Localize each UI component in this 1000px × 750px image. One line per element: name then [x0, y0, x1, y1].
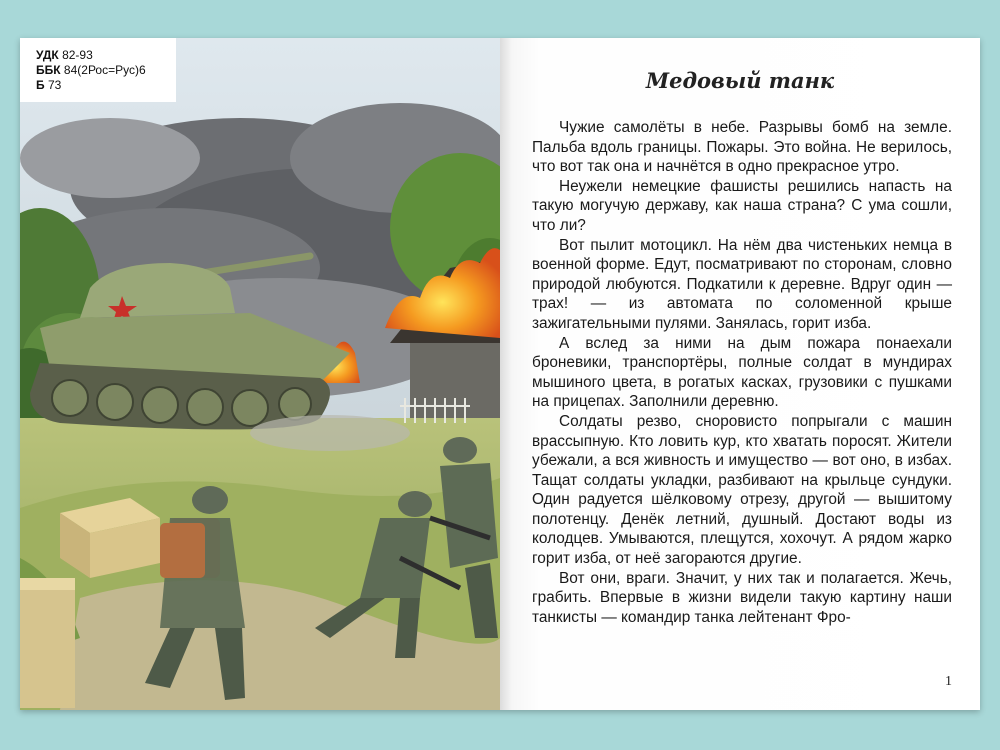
- story-body: [532, 118, 952, 627]
- page-number: 1: [945, 674, 952, 689]
- paragraph: Чужие самолёты в небе. Разрывы бомб на земле. Пальба вдоль границы. Пожары. Это война. Не верилось, что вот так она и начнётся в одно прекрасное утро.: [532, 119, 952, 176]
- b-line: Б 73: [36, 78, 62, 92]
- bbk-line: ББК 84(2Рос=Рус)6: [36, 63, 146, 77]
- right-page: [500, 38, 980, 710]
- paragraph: Солдаты резво, сноровисто попрыгали с машин врассыпную. Кто ловить кур, кто хватать поросят. Жители убежали, а вся живность и имущество — вот оно, в избах. Тащат солдаты укладки, разбивают на крыльце сундуки. Один радуется шёлковому отрезу, другой — вышитому полотенцу. Денёк летний, душный. Достают воды из колодцев. Умываются, плещутся, хохочут. А рядом жарко горит изба, от неё загораются другие.: [532, 412, 952, 568]
- paragraph: Вот они, враги. Значит, у них так и полагается. Жечь, грабить. Впервые в жизни видели такую картину наши танкисты — командир танка лейтенант Фро-: [532, 569, 952, 626]
- paragraph: А вслед за ними на дым пожара понаехали броневики, транспортёры, полные солдат в мундирах мышиного цвета, в рогатых касках, грузовики с пушками на прицепах. Заполнили деревню.: [532, 334, 952, 411]
- left-page: [20, 38, 500, 710]
- udk-line: УДК 82-93: [36, 48, 93, 62]
- war-illustration: [20, 38, 500, 710]
- paragraph: Вот пылит мотоцикл. На нём два чистеньких немца в военной форме. Едут, посматривают по сторонам, словно природой любуются. Подкатили к деревне. Вдруг один — трах! — из автомата по соломенной крыше зажигательными пулями. Занялась, горит изба.: [532, 236, 952, 332]
- story-title: Медовый танк: [645, 68, 835, 93]
- book-spread: [20, 38, 980, 710]
- bibliographic-info: [20, 38, 176, 102]
- paragraph: Неужели немецкие фашисты решились напасть на такую могучую державу, как наша страна? С ума сошли, что ли?: [532, 177, 952, 234]
